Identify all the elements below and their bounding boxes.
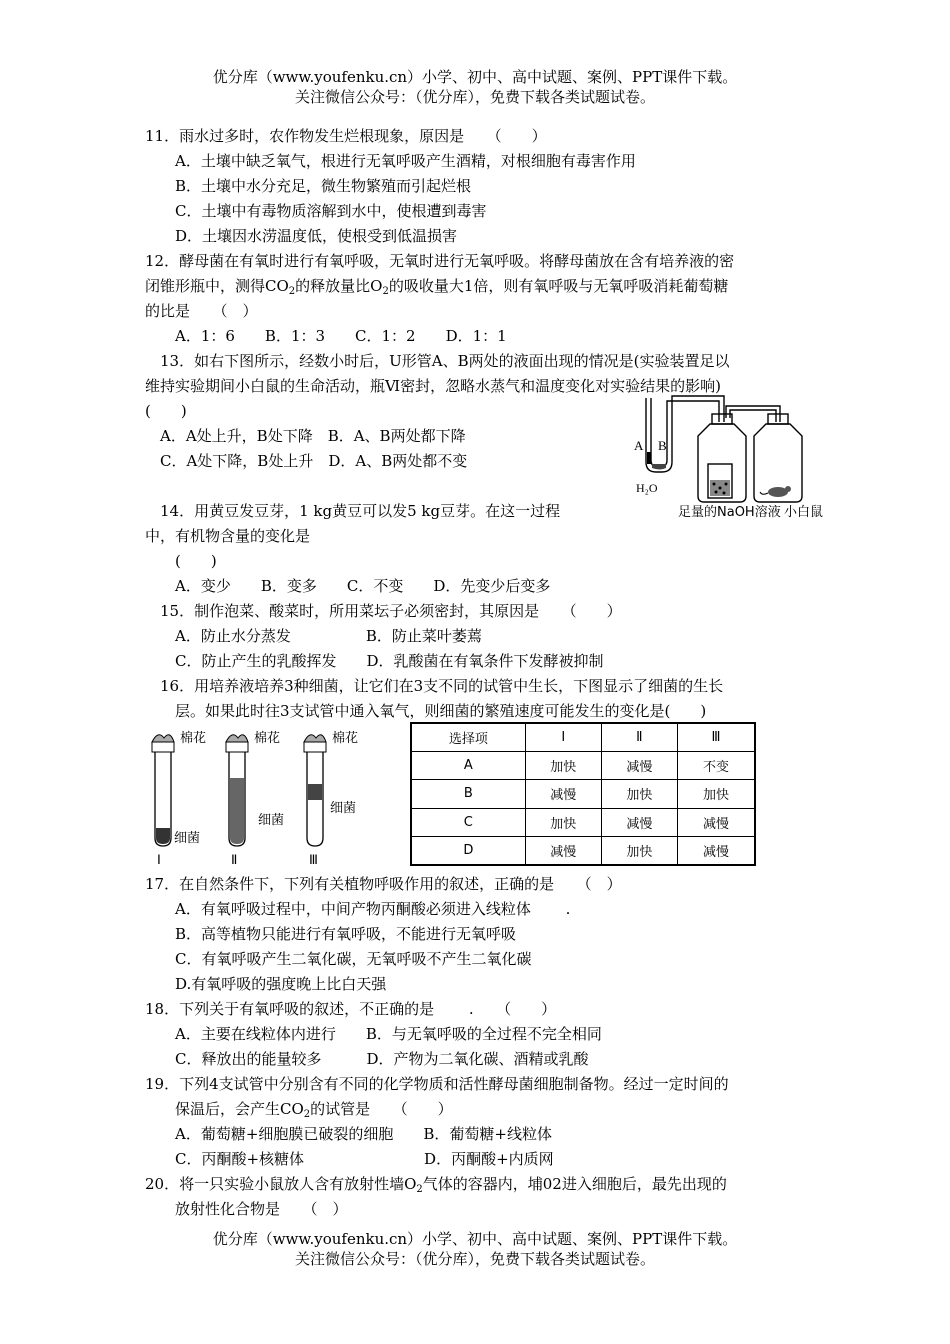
q13-options-cd: C．A处下降，B处上升 D．A、B两处都不变: [160, 452, 468, 470]
table-cell: 减慢: [601, 752, 677, 780]
table-header-cell: Ⅰ: [525, 723, 601, 752]
table-cell: 加快: [601, 780, 677, 808]
table-cell: 不变: [677, 752, 755, 780]
q18-options-cd: C．释放出的能量较多 D．产物为二氧化碳、酒精或乳酸: [175, 1050, 589, 1068]
q11-option-d: D．土壤因水涝温度低，使根受到低温损害: [175, 227, 458, 245]
q18-options-ab: A．主要在线粒体内进行 B．与无氧呼吸的全过程不完全相同: [175, 1025, 602, 1043]
q13-line-1: 13．如右下图所示，经数小时后，U形管A、B两处的液面出现的情况是(实验装置足以: [160, 352, 730, 370]
table-cell: 加快: [677, 780, 755, 808]
table-cell: 加快: [525, 752, 601, 780]
table-header-cell: Ⅱ: [601, 723, 677, 752]
table-cell: 减慢: [677, 836, 755, 865]
bacteria-label-3: 细菌: [330, 801, 357, 816]
q14-line-2: 中，有机物含量的变化是: [145, 527, 311, 545]
test-tube-3: [304, 730, 358, 867]
q16-line-1: 16．用培养液培养3种细菌，让它们在3支不同的试管中生长，下图显示了细菌的生长: [160, 677, 724, 695]
cotton-label-3: 棉花: [332, 731, 359, 746]
q12-line-1: 12．酵母菌在有氧时进行有氧呼吸，无氧时进行无氧呼吸。将酵母菌放在含有培养液的密: [145, 252, 735, 270]
q14-line-3: ( ): [175, 552, 217, 570]
q19-line-1: 19．下列4支试管中分别含有不同的化学物质和活性酵母菌细胞制备物。经过一定时间的: [145, 1075, 729, 1093]
table-cell: 减慢: [525, 836, 601, 865]
q15-options-ab: A．防止水分蒸发 B．防止菜叶萎蔫: [175, 627, 482, 645]
header-line-2: 关注微信公众号：（优分库），免费下载各类试题试卷。: [294, 88, 655, 106]
q17-option-c: C．有氧呼吸产生二氧化碳，无氧呼吸不产生二氧化碳: [175, 950, 532, 968]
q13-line-3: ( ): [145, 402, 187, 420]
q19-options-ab: A．葡萄糖+细胞膜已破裂的细胞 B．葡萄糖+线粒体: [175, 1125, 552, 1143]
q12-line-2: 闭锥形瓶中，测得$CO_2$的释放量比$O_2$的吸收量大1倍，则有氧呼吸与无氧呼吸消耗葡萄糖: [145, 277, 729, 297]
q19-options-cd: C．丙酮酸+核糖体 D．丙酮酸+内质网: [175, 1150, 554, 1168]
test-tube-1: [152, 730, 206, 867]
apparatus-figure: [628, 392, 828, 524]
table-cell: 加快: [601, 836, 677, 865]
label-mouse: 小白鼠: [784, 505, 824, 520]
q17-option-a: A．有氧呼吸过程中，中间产物丙酮酸必须进入线粒体 .: [175, 900, 571, 918]
table-header-cell: Ⅲ: [677, 723, 755, 752]
table-cell: A: [411, 752, 525, 780]
q14-options: A．变少 B．变多 C．不变 D．先变少后变多: [175, 577, 551, 595]
table-cell: 加快: [525, 808, 601, 836]
q15-stem: 15．制作泡菜、酸菜时，所用菜坛子必须密封，其原因是 （ ）: [160, 602, 622, 620]
cotton-label-2: 棉花: [254, 731, 281, 746]
table-row: [411, 780, 755, 808]
q15-options-cd: C．防止产生的乳酸挥发 D．乳酸菌在有氧条件下发酵被抑制: [175, 652, 604, 670]
table-cell: 减慢: [525, 780, 601, 808]
tube-label-1: Ⅰ: [157, 852, 161, 867]
table-header-cell: 选择项: [411, 723, 525, 752]
table-cell: C: [411, 808, 525, 836]
mouse-icon: [760, 486, 791, 497]
q11-option-a: A．土壤中缺乏氧气，根进行无氧呼吸产生酒精，对根细胞有毒害作用: [175, 152, 636, 170]
bacteria-label-1: 细菌: [174, 831, 201, 846]
q17-option-b: B．高等植物只能进行有氧呼吸，不能进行无氧呼吸: [175, 925, 517, 943]
table-row: [411, 752, 755, 780]
q17-stem: 17．在自然条件下，下列有关植物呼吸作用的叙述，正确的是 （ ）: [145, 875, 622, 893]
table-row: [411, 836, 755, 865]
q20-line-2: 放射性化合物是 （ ）: [175, 1200, 348, 1218]
q11-stem: 11．雨水过多时，农作物发生烂根现象，原因是 （ ）: [145, 127, 547, 145]
label-naoh: 足量的NaOH溶液: [678, 505, 781, 520]
q17-option-d: D.有氧呼吸的强度晚上比白天强: [175, 975, 387, 993]
tube-label-2: Ⅱ: [231, 852, 238, 867]
label-b: B: [658, 438, 667, 453]
test-tube-2: [226, 730, 284, 867]
answer-table: [410, 722, 756, 866]
q18-stem: 18．下列关于有氧呼吸的叙述，不正确的是 . （ ）: [145, 1000, 557, 1018]
tube-label-3: Ⅲ: [309, 852, 318, 867]
test-tubes-figure: [140, 728, 380, 868]
header-line-1: 优分库（www.youfenku.cn）小学、初中、高中试题、案例、PPT课件下载。: [212, 68, 738, 86]
label-water: H₂O: [636, 481, 658, 495]
q11-option-b: B．土壤中水分充足，微生物繁殖而引起烂根: [175, 177, 472, 195]
table-header-row: [411, 723, 755, 752]
table-cell: D: [411, 836, 525, 865]
q19-line-2: 保温后，会产生$CO_2$的试管是 （ ）: [175, 1100, 453, 1120]
table-cell: 减慢: [677, 808, 755, 836]
q13-line-2: 维持实验期间小白鼠的生命活动，瓶Ⅵ密封，忽略水蒸气和温度变化对实验结果的影响): [145, 377, 721, 395]
q12-options: A．1：6 B．1：3 C．1：2 D．1：1: [175, 327, 507, 345]
footer-line-2: 关注微信公众号：（优分库），免费下载各类试题试卷。: [294, 1250, 655, 1268]
q20-line-1: 20．将一只实验小鼠放人含有放射性墙$O_2$气体的容器内，埔02进入细胞后，最先出现的: [145, 1175, 727, 1195]
q12-line-3: 的比是 （ ）: [145, 302, 258, 320]
label-a: A: [634, 438, 644, 453]
q11-option-c: C．土壤中有毒物质溶解到水中，使根遭到毒害: [175, 202, 487, 220]
table-cell: 减慢: [601, 808, 677, 836]
footer-line-1: 优分库（www.youfenku.cn）小学、初中、高中试题、案例、PPT课件下载。: [212, 1230, 738, 1248]
q13-options-ab: A．A处上升，B处下降 B．A、B两处都下降: [160, 427, 466, 445]
cotton-label-1: 棉花: [180, 731, 207, 746]
table-row: [411, 808, 755, 836]
q16-line-2: 层。如果此时往3支试管中通入氧气，则细菌的繁殖速度可能发生的变化是( ): [175, 702, 707, 720]
bacteria-label-2: 细菌: [258, 813, 285, 828]
q14-line-1: 14．用黄豆发豆芽，1 kg黄豆可以发5 kg豆芽。在这一过程: [160, 502, 561, 520]
table-cell: B: [411, 780, 525, 808]
